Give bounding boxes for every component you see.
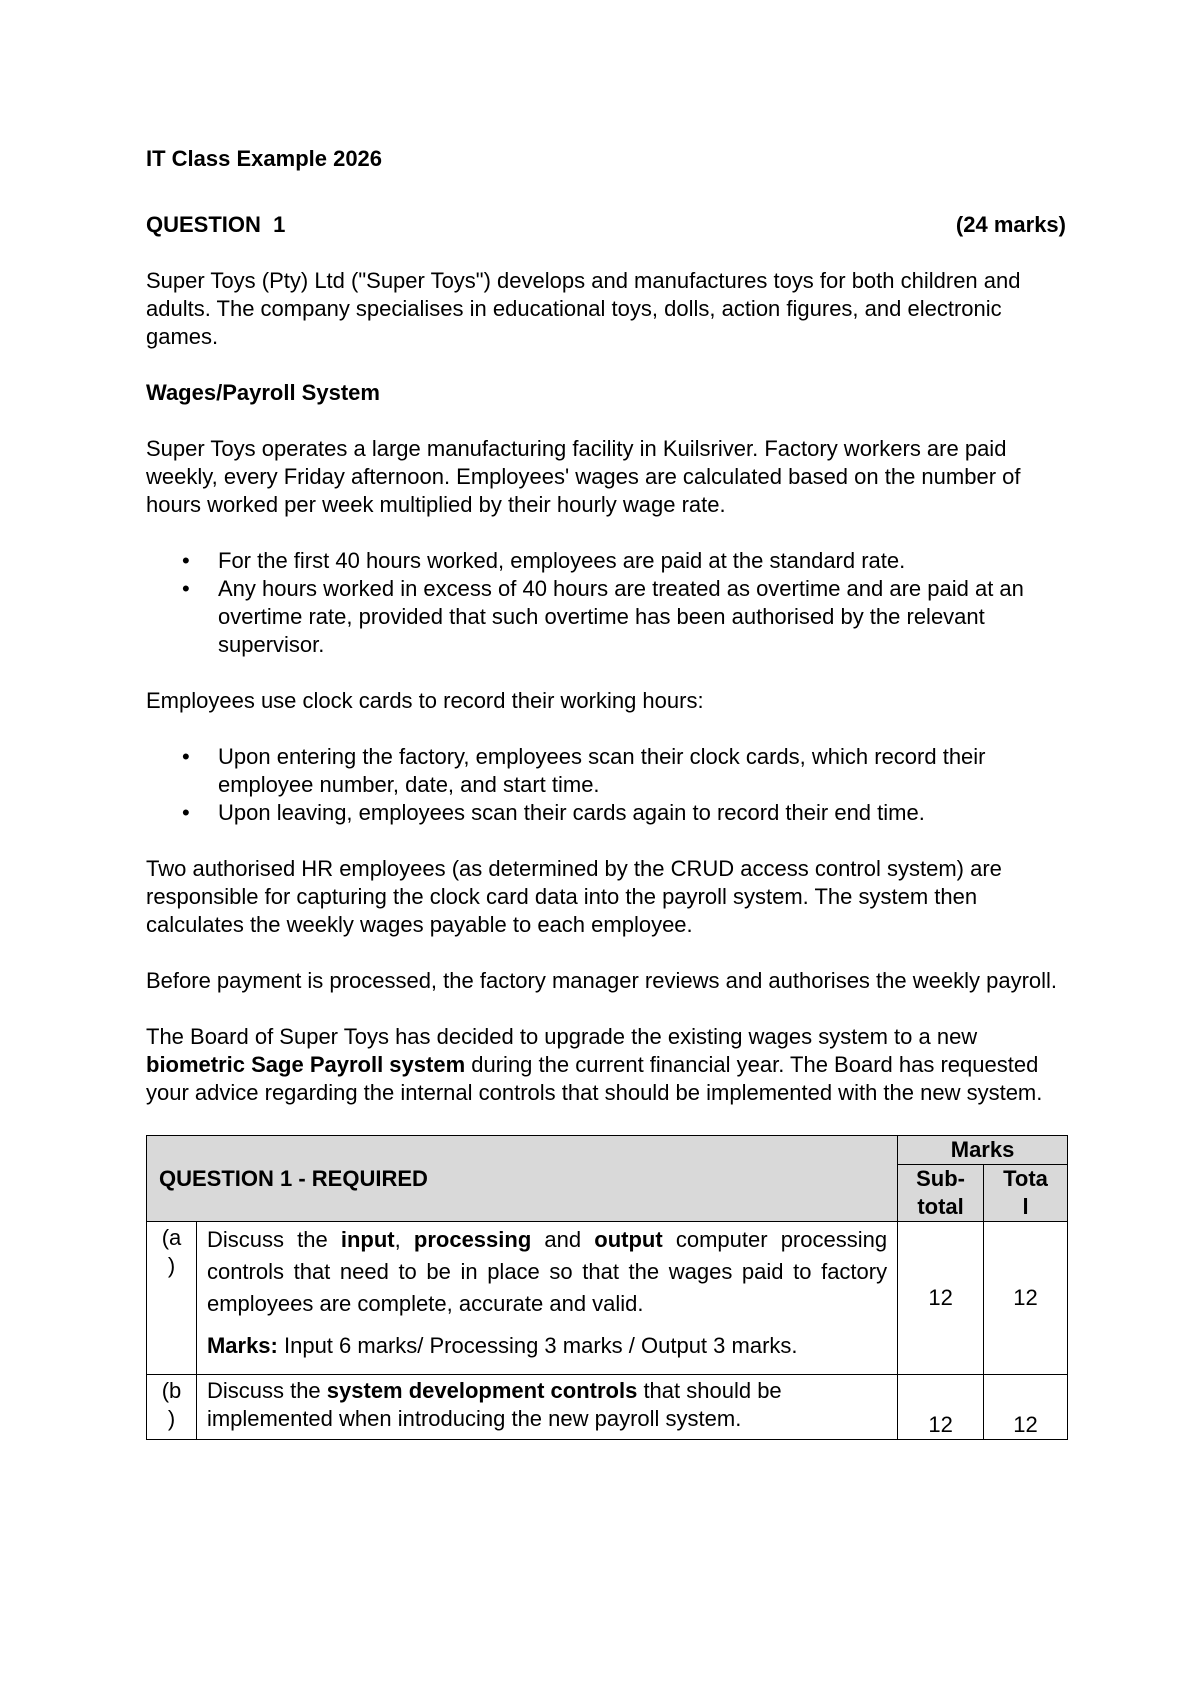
clock-card-list <box>146 743 1066 827</box>
clock-cards-paragraph: Employees use clock cards to record their working hours: <box>146 688 704 713</box>
document-page <box>146 145 1066 1440</box>
question-marks: (24 marks) <box>955 212 1066 237</box>
bullet-icon: • <box>182 576 190 601</box>
row-total: 12 <box>984 1375 1068 1440</box>
bullet-icon: • <box>182 744 190 769</box>
payroll-paragraph: Super Toys operates a large manufacturing facility in Kuilsriver. Factory workers are paid weekly, every Friday afternoon. Employees' wages are calculated based on the number of hours worked per week multiplied by their hourly wage rate. <box>146 436 1021 517</box>
list-item: • Upon leaving, employees scan their cards again to record their end time. <box>182 800 925 825</box>
document-title: IT Class Example 2026 <box>146 146 383 171</box>
required-table <box>146 1135 1068 1440</box>
subtotal-header: Sub- total <box>898 1165 984 1222</box>
table-row <box>147 1222 1068 1375</box>
hr-paragraph: Two authorised HR employees (as determined by the CRUD access control system) are responsible for capturing the clock card data into the payroll system. The system then calculates the weekly wages payable to each employee. <box>146 856 1002 937</box>
authorisation-paragraph: Before payment is processed, the factory manager reviews and authorises the weekly payroll. <box>146 968 1058 993</box>
table-row <box>147 1375 1068 1440</box>
question-label: QUESTION 1 <box>146 212 286 237</box>
row-total: 12 <box>984 1222 1068 1375</box>
list-item: • For the first 40 hours worked, employees are paid at the standard rate. <box>182 548 906 573</box>
section-heading: Wages/Payroll System <box>146 380 380 405</box>
row-letter: (a ) <box>147 1222 197 1375</box>
system-name: biometric Sage Payroll system <box>146 1052 466 1077</box>
total-header: Tota l <box>984 1165 1068 1222</box>
row-description: Discuss the input, processing and output computer processing controls that need to be in place so that the wages paid to factory employees are complete, accurate and valid. Marks: Input 6 marks/ Processing 3 marks / Output 3 marks. <box>196 1222 897 1375</box>
board-paragraph: The Board of Super Toys has decided to upgrade the existing wages system to a new biometric Sage Payroll system during the current financial year. The Board has requested your advice regarding the internal controls that should be implemented with the new system. <box>146 1024 1043 1105</box>
bullet-icon: • <box>182 548 190 573</box>
intro-paragraph: Super Toys (Pty) Ltd ("Super Toys") develops and manufactures toys for both children and adults. The company specialises in educational toys, dolls, action figures, and electronic games. <box>146 268 1021 349</box>
list-item: • Any hours worked in excess of 40 hours are treated as overtime and are paid at an overtime rate, provided that such overtime has been authorised by the relevant supervisor. <box>182 576 1024 657</box>
marks-header: Marks <box>898 1136 1068 1165</box>
question-heading <box>146 211 1066 239</box>
bullet-icon: • <box>182 800 190 825</box>
row-subtotal: 12 <box>898 1222 984 1375</box>
row-description: Discuss the system development controls that should be implemented when introducing the new payroll system. <box>196 1375 897 1440</box>
list-item: • Upon entering the factory, employees scan their clock cards, which record their employee number, date, and start time. <box>182 744 986 797</box>
table-title: QUESTION 1 - REQUIRED <box>147 1136 898 1222</box>
row-letter: (b ) <box>147 1375 197 1440</box>
wage-rules-list <box>146 547 1066 659</box>
row-subtotal: 12 <box>898 1375 984 1440</box>
marks-breakdown: Marks: Input 6 marks/ Processing 3 marks / Output 3 marks. <box>206 1333 798 1358</box>
